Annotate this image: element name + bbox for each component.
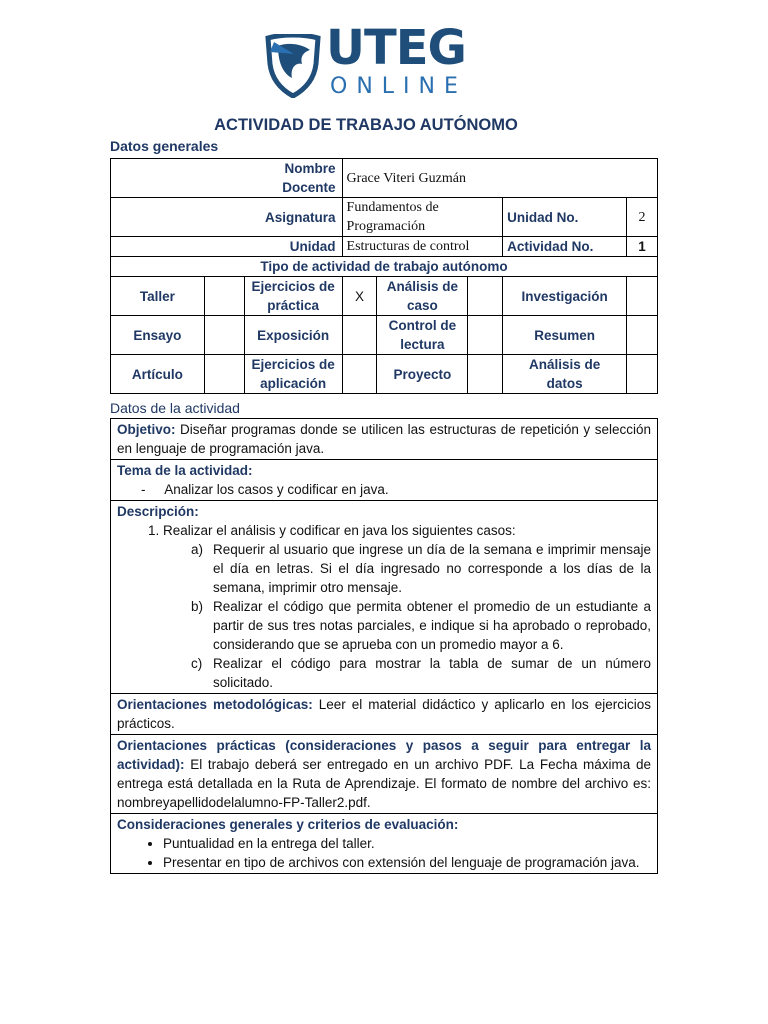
orientaciones-metodologicas-label: Orientaciones metodológicas: [117, 697, 313, 712]
cases-list [163, 540, 651, 692]
tipo-ensayo: Ensayo [111, 316, 205, 355]
case-b-marker: b) [191, 599, 204, 614]
section-heading-datos-generales: Datos generales [110, 138, 219, 154]
objetivo-label: Objetivo: [117, 422, 176, 437]
asignatura-value: Fundamentos de Programación [342, 198, 503, 237]
orientaciones-practicas-cell [111, 735, 658, 814]
tema-cell [111, 460, 658, 501]
tipo-proyecto-mark [468, 355, 503, 394]
case-a-marker: a) [191, 542, 204, 557]
ejercicios-practica-line-1: Ejercicios de [251, 279, 335, 294]
descripcion-cell [111, 501, 658, 694]
asignatura-label: Asignatura [111, 198, 343, 237]
tipo-analisis-caso-mark [468, 277, 503, 316]
ejercicios-practica-line-2: práctica [267, 298, 319, 313]
case-b-text: Realizar el código que permita obtener el promedio de un estudiante a partir de sus tres notas parciales, e indique si ha aprobado o reprobado, considerando que se aprueba con un promedio mayor a 6. [213, 599, 651, 652]
ejercicios-aplicacion-line-1: Ejercicios de [251, 357, 335, 372]
tipo-resumen: Resumen [503, 316, 627, 355]
row-orientaciones-practicas [111, 735, 658, 814]
section-heading-datos-actividad: Datos de la actividad [110, 400, 240, 416]
tipo-ejercicios-aplicacion-mark [342, 355, 377, 394]
tipo-analisis-caso [377, 277, 468, 316]
case-c [191, 654, 651, 692]
tipo-control-lectura-mark [468, 316, 503, 355]
logo-subtitle: ONLINE [330, 74, 467, 99]
case-a [191, 540, 651, 597]
row-tipos-2 [111, 316, 658, 355]
unidad-value: Estructuras de control [342, 237, 503, 257]
case-c-text: Realizar el código para mostrar la tabla de sumar de un número solicitado. [213, 656, 651, 690]
docente-label: Docente [282, 180, 336, 195]
descripcion-label: Descripción: [117, 504, 199, 519]
tipo-exposicion-mark [342, 316, 377, 355]
tipo-taller: Taller [111, 277, 205, 316]
actividad-no-label: Actividad No. [503, 237, 627, 257]
tipo-exposicion: Exposición [244, 316, 342, 355]
tema-dash: - [141, 482, 146, 497]
analisis-caso-line-2: caso [406, 298, 438, 313]
row-tema [111, 460, 658, 501]
case-c-marker: c) [191, 656, 203, 671]
orientaciones-practicas-label: Orientaciones prácticas (consideraciones y pasos a seguir para entregar la actividad): [117, 738, 651, 772]
tema-text: Analizar los casos y codificar en java. [164, 482, 389, 497]
consideraciones-list [117, 834, 651, 872]
document-title: ACTIVIDAD DE TRABAJO AUTÓNOMO [214, 116, 518, 134]
tipo-ejercicios-aplicacion [244, 355, 342, 394]
consideracion-item: • Presentar en tipo de archivos con extensión del lenguaje de programación java. [163, 853, 651, 872]
tema-item [117, 480, 651, 499]
tipo-resumen-mark [627, 316, 658, 355]
tipo-proyecto: Proyecto [377, 355, 468, 394]
descripcion-list [117, 521, 651, 692]
row-consideraciones [111, 814, 658, 874]
nombre-docente-value: Grace Viteri Guzmán [342, 159, 657, 198]
ejercicios-aplicacion-line-2: aplicación [260, 376, 327, 391]
objetivo-cell [111, 419, 658, 460]
row-nombre-docente [111, 159, 658, 198]
consideraciones-label: Consideraciones generales y criterios de evaluación: [117, 817, 459, 832]
tipo-ensayo-mark [204, 316, 244, 355]
uteg-logo [264, 20, 474, 106]
descripcion-item [163, 521, 651, 692]
tipo-articulo: Artículo [111, 355, 205, 394]
lion-shield-icon [264, 34, 322, 98]
analisis-datos-line-1: Análisis de [528, 357, 601, 372]
descripcion-item-text: Realizar el análisis y codificar en java los siguientes casos: [163, 523, 516, 538]
orientaciones-metodologicas-cell [111, 694, 658, 735]
analisis-datos-line-2: datos [546, 376, 583, 391]
control-lectura-line-2: lectura [400, 337, 445, 352]
row-tipos-1 [111, 277, 658, 316]
logo-wordmark: UTEG [326, 20, 466, 76]
actividad-no-value: 1 [627, 237, 658, 257]
nombre-label: Nombre [284, 161, 336, 176]
tipo-analisis-datos [503, 355, 627, 394]
tipo-ejercicios-practica-mark: X [342, 277, 377, 316]
general-data-table [110, 158, 658, 394]
tipo-investigacion: Investigación [503, 277, 627, 316]
tipo-ejercicios-practica [244, 277, 342, 316]
row-unidad [111, 237, 658, 257]
row-objetivo [111, 419, 658, 460]
consideraciones-cell [111, 814, 658, 874]
activity-data-table [110, 418, 658, 874]
tipo-articulo-mark [204, 355, 244, 394]
tipo-taller-mark [204, 277, 244, 316]
row-orientaciones-metodologicas [111, 694, 658, 735]
unidad-label: Unidad [111, 237, 343, 257]
row-tipo-header [111, 257, 658, 277]
analisis-caso-line-1: Análisis de [386, 279, 459, 294]
tema-label: Tema de la actividad: [117, 463, 253, 478]
objetivo-text: Diseñar programas donde se utilicen las estructuras de repetición y selección en lenguaje de programación java. [117, 422, 651, 456]
tipo-actividad-header: Tipo de actividad de trabajo autónomo [111, 257, 658, 277]
orientaciones-practicas-text: El trabajo deberá ser entregado en un archivo PDF. La Fecha máxima de entrega está detallada en la Ruta de Aprendizaje. El formato de nombre del archivo es: nombreyapellidodelalumno-FP-Taller2.pdf. [117, 757, 651, 810]
row-asignatura [111, 198, 658, 237]
unidad-no-label: Unidad No. [503, 198, 627, 237]
unidad-no-value: 2 [627, 198, 658, 237]
case-a-text: Requerir al usuario que ingrese un día de la semana e imprimir mensaje el día en letras. Si el día ingresado no corresponde a los días de la semana, imprimir otro mensaje. [213, 542, 651, 595]
control-lectura-line-1: Control de [388, 318, 457, 333]
row-tipos-3 [111, 355, 658, 394]
case-b [191, 597, 651, 654]
orientaciones-metodologicas-text: Leer el material didáctico y aplicarlo en los ejercicios prácticos. [117, 697, 651, 731]
nombre-docente-label [111, 159, 343, 198]
consideracion-item: • Puntualidad en la entrega del taller. [163, 834, 651, 853]
tipo-control-lectura [377, 316, 468, 355]
tipo-investigacion-mark [627, 277, 658, 316]
row-descripcion [111, 501, 658, 694]
tipo-analisis-datos-mark [627, 355, 658, 394]
